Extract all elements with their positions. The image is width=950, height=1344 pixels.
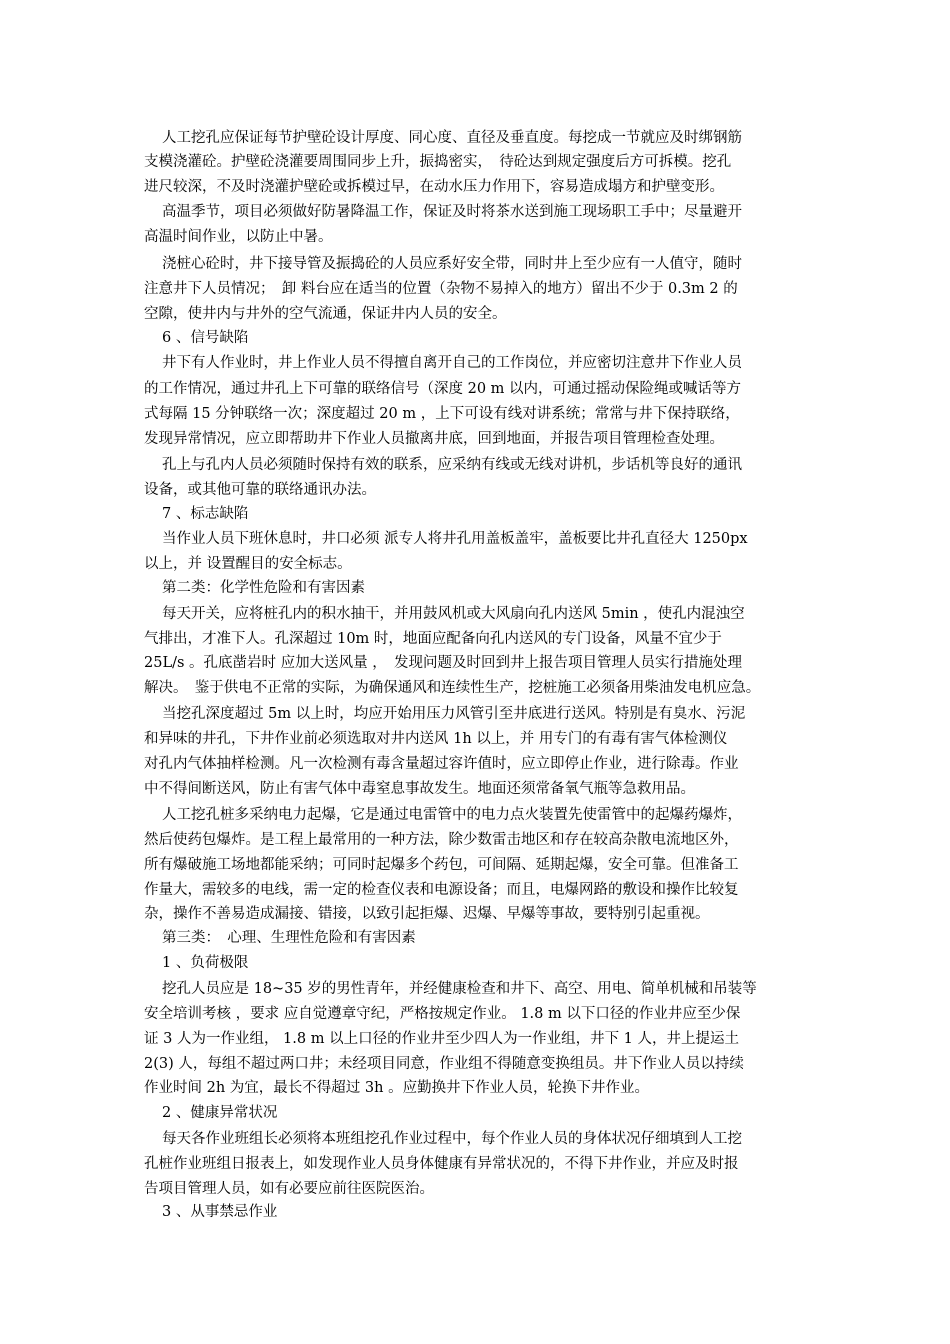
text-line: 高温季节，项目必须做好防暑降温工作，保证及时将茶水送到施工现场职工手中；尽量避开 [162,204,742,220]
text-line: 发现异常情况，应立即帮助井下作业人员撤离井底，回到地面，并报告项目管理检查处理。 [144,431,724,447]
text-line: 人工挖孔应保证每节护壁砼设计厚度、同心度、直径及垂直度。每挖成一节就应及时绑钢筋 [162,130,742,146]
text-line: 以上，并 设置醒目的安全标志。 [144,556,352,572]
text-line: 注意井下人员情况； 卸 料台应在适当的位置（杂物不易掉入的地方）留出不少于 0.3m 2 的 [144,281,738,297]
section-heading: 6 、信号缺陷 [162,330,249,346]
text-line: 2(3) 人，每组不超过两口井；未经项目同意，作业组不得随意变换组员。井下作业人员以持续 [144,1056,744,1072]
section-heading: 第三类： 心理、生理性危险和有害因素 [162,930,416,946]
text-line: 中不得间断送风，防止有害气体中毒窒息事故发生。地面还须常备氧气瓶等急救用品。 [144,781,695,797]
text-line: 空隙，使井内与井外的空气流通，保证井内人员的安全。 [144,306,507,322]
section-heading: 7 、标志缺陷 [162,506,249,522]
text-line: 告项目管理人员，如有必要应前往医院医治。 [144,1181,434,1197]
text-line: 作量大，需较多的电线，需一定的检查仪表和电源设备；而且，电爆网路的敷设和操作比较复 [144,882,739,898]
text-line: 进尺较深，不及时浇灌护壁砼或拆模过早，在动水压力作用下，容易造成塌方和护壁变形。 [144,179,724,195]
text-line: 25L/s 。孔底凿岩时 应加大送风量 ， 发现问题及时回到井上报告项目管理人员实行措施处理 [144,655,742,671]
text-line: 气排出，才准下人。孔深超过 10m 时，地面应配备向孔内送风的专门设备，风量不宜少于 [144,631,722,647]
text-line: 设备，或其他可靠的联络通讯办法。 [144,482,376,498]
text-line: 作业时间 2h 为宜，最长不得超过 3h 。应勤换井下作业人员，轮换下井作业。 [144,1080,650,1096]
text-line: 人工挖孔桩多采纳电力起爆，它是通过电雷管中的电力点火装置先使雷管中的起爆药爆炸， [162,807,742,823]
text-line: 当作业人员下班休息时，井口必须 派专人将井孔用盖板盖牢，盖板要比井孔直径大 1250px [162,531,748,547]
text-line: 井下有人作业时，井上作业人员不得擅自离开自己的工作岗位，并应密切注意井下作业人员 [162,355,742,371]
text-line: 杂，操作不善易造成漏接、错接，以致引起拒爆、迟爆、早爆等事故，要特别引起重视。 [144,906,710,922]
text-line: 挖孔人员应是 18~35 岁的男性青年，并经健康检查和井下、高空、用电、简单机械和吊装等 [162,981,757,997]
text-line: 然后使药包爆炸。是工程上最常用的一种方法，除少数雷击地区和存在较高杂散电流地区外， [144,832,739,848]
text-line: 和异味的井孔，下井作业前必须选取对井内送风 1h 以上，并 用专门的有毒有害气体检测仪 [144,731,728,747]
text-line: 解决。 鉴于供电不正常的实际，为确保通风和连续性生产，挖桩施工必须备用柴油发电机应急。 [144,680,761,696]
text-line: 对孔内气体抽样检测。凡一次检测有毒含量超过容许值时，应立即停止作业，进行除毒。作业 [144,756,739,772]
section-heading: 1 、负荷极限 [162,955,249,971]
text-line: 所有爆破施工场地都能采纳；可同时起爆多个药包，可间隔、延期起爆，安全可靠。但准备工 [144,857,739,873]
text-line: 每天开关，应将桩孔内的积水抽干，并用鼓风机或大风扇向孔内送风 5min ，使孔内混浊空 [162,606,745,622]
text-line: 浇桩心砼时，井下接导管及振捣砼的人员应系好安全带，同时井上至少应有一人值守，随时 [162,256,742,272]
text-line: 每天各作业班组长必须将本班组挖孔作业过程中，每个作业人员的身体状况仔细填到人工挖 [162,1131,742,1147]
section-heading: 3 、从事禁忌作业 [162,1204,278,1220]
section-heading: 2 、健康异常状况 [162,1105,278,1121]
text-line: 支模浇灌砼。护壁砼浇灌要周围同步上升，振捣密实， 待砼达到规定强度后方可拆模。挖孔 [144,154,732,170]
text-line: 证 3 人为一作业组， 1.8 m 以上口径的作业井至少四人为一作业组，井下 1 人，井上提运土 [144,1031,740,1047]
text-line: 当挖孔深度超过 5m 以上时，均应开始用压力风管引至井底进行送风。特别是有臭水、污泥 [162,706,746,722]
text-line: 式每隔 15 分钟联络一次；深度超过 20 m ，上下可设有线对讲系统；常常与井下保持联络， [144,406,740,422]
section-heading: 第二类：化学性危险和有害因素 [162,580,365,596]
text-line: 高温时间作业，以防止中暑。 [144,229,333,245]
text-line: 的工作情况，通过井孔上下可靠的联络信号（深度 20 m 以内，可通过摇动保险绳或喊话等方 [144,381,742,397]
text-line: 孔桩作业班组日报表上，如发现作业人员身体健康有异常状况的，不得下井作业，并应及时报 [144,1156,739,1172]
text-line: 孔上与孔内人员必须随时保持有效的联系，应采纳有线或无线对讲机，步话机等良好的通讯 [162,457,742,473]
text-line: 安全培训考核 ，要求 应自觉遵章守纪，严格按规定作业。 1.8 m 以下口径的作业井应至少保 [144,1006,741,1022]
